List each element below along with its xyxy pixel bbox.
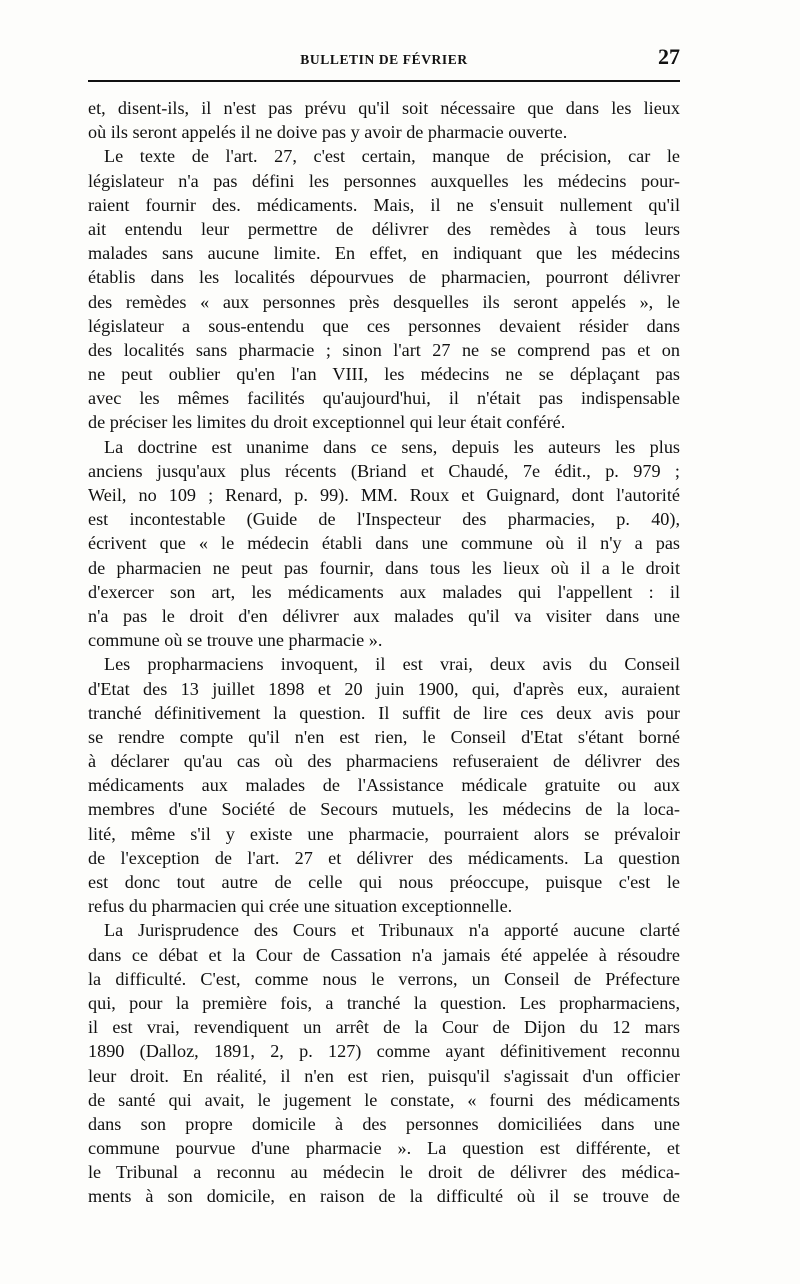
- text-line: commune où se trouve une pharmacie ».: [88, 630, 383, 651]
- text-line: Les propharmaciens invoquent, il est vrai, deux avis du Conseil: [104, 654, 680, 675]
- text-line: médicaments aux malades de l'Assistance médicale gratuite ou aux: [88, 775, 680, 796]
- text-line: Weil, no 109 ; Renard, p. 99). MM. Roux et Guignard, dont l'autorité: [88, 485, 680, 505]
- text-line: la difficulté. C'est, comme nous le verrons, un Conseil de Préfecture: [88, 968, 680, 989]
- text-line: de préciser les limites du droit exceptionnel qui leur était conféré.: [88, 412, 566, 433]
- text-line: anciens jusqu'aux plus récents (Briand et Chaudé, 7e édit., p. 979 ;: [88, 460, 680, 481]
- text-line: n'a pas le droit d'en délivrer aux malades qu'il va visiter dans une: [88, 605, 680, 626]
- text-line: d'Etat des 13 juillet 1898 et 20 juin 1900, qui, d'après eux, auraient: [88, 678, 680, 699]
- text-line: refus du pharmacien qui crée une situation exceptionnelle.: [88, 896, 513, 917]
- text-line: membres d'une Société de Secours mutuels, les médecins de la loca-: [88, 799, 680, 820]
- text-line: de l'exception de l'art. 27 et délivrer des médicaments. La question: [88, 847, 680, 868]
- text-line: Le texte de l'art. 27, c'est certain, manque de précision, car le: [104, 146, 680, 167]
- text-line: établis dans les localités dépourvues de pharmacien, pourront délivrer: [88, 267, 680, 288]
- text-line: ne peut oublier qu'en l'an VIII, les médecins ne se déplaçant pas: [88, 364, 680, 385]
- text-line: législateur a sous-entendu que ces personnes devaient résider dans: [88, 315, 680, 336]
- text-line: est incontestable (Guide de l'Inspecteur des pharmacies, p. 40),: [88, 509, 680, 530]
- text-line: et, disent-ils, il n'est pas prévu qu'il soit nécessaire que dans les lieux: [88, 98, 680, 118]
- text-line: raient fournir des. médicaments. Mais, il ne s'ensuit nullement qu'il: [88, 194, 680, 215]
- text-line: dans son propre domicile à des personnes domiciliées dans une: [88, 1113, 680, 1134]
- text-line: à déclarer qu'au cas où des pharmaciens refuseraient de délivrer des: [88, 751, 680, 772]
- text-line: ments à son domicile, en raison de la difficulté où il se trouve de: [88, 1186, 680, 1207]
- text-line: lité, même s'il y existe une pharmacie, pourraient alors se prévaloir: [88, 823, 680, 844]
- text-line: dans ce débat et la Cour de Cassation n'a jamais été appelée à résoudre: [88, 944, 680, 965]
- text-line: qui, pour la première fois, a tranché la question. Les propharmaciens,: [88, 992, 680, 1013]
- text-line: des localités sans pharmacie ; sinon l'art 27 ne se comprend pas et on: [88, 339, 680, 360]
- text-line: de santé qui avait, le jugement le constate, « fourni des médicaments: [88, 1089, 680, 1110]
- text-line: La doctrine est unanime dans ce sens, depuis les auteurs les plus: [104, 436, 680, 457]
- running-head: [88, 40, 680, 80]
- text-line: des remèdes « aux personnes près desquelles ils seront appelés », le: [88, 291, 680, 312]
- text-line: il est vrai, revendiquent un arrêt de la Cour de Dijon du 12 mars: [88, 1017, 680, 1038]
- text-line: malades sans aucune limite. En effet, en indiquant que les médecins: [88, 243, 680, 264]
- text-line: se rendre compte qu'il n'en est rien, le Conseil d'Etat s'étant borné: [88, 726, 680, 747]
- text-line: avec les mêmes facilités qu'aujourd'hui, il n'était pas indispensable: [88, 388, 680, 409]
- text-line: leur droit. En réalité, il n'en est rien, puisqu'il s'agissait d'un officier: [88, 1065, 680, 1086]
- text-line: La Jurisprudence des Cours et Tribunaux n'a apporté aucune clarté: [104, 920, 680, 941]
- text-line: législateur n'a pas défini les personnes auxquelles les médecins pour-: [88, 170, 680, 191]
- text-line: où ils seront appelés il ne doive pas y avoir de pharmacie ouverte.: [88, 122, 568, 143]
- page-number: 27: [658, 44, 680, 69]
- text-line: ait entendu leur permettre de délivrer des remèdes à tous leurs: [88, 218, 680, 239]
- text-line: d'exercer son art, les médicaments aux malades qui l'appellent : il: [88, 581, 680, 602]
- text-line: de pharmacien ne peut pas fournir, dans tous les lieux où il a le droit: [88, 557, 680, 578]
- header-rule: [88, 80, 680, 82]
- text-line: 1890 (Dalloz, 1891, 2, p. 127) comme ayant définitivement reconnu: [88, 1041, 680, 1062]
- body-text: [88, 96, 680, 1209]
- running-title: BULLETIN DE FÉVRIER: [300, 52, 468, 67]
- text-line: le Tribunal a reconnu au médecin le droit de délivrer des médica-: [88, 1162, 680, 1183]
- text-line: commune pourvue d'une pharmacie ». La question est différente, et: [88, 1138, 680, 1159]
- text-line: est donc tout autre de celle qui nous préoccupe, puisque c'est le: [88, 872, 680, 892]
- text-line: écrivent que « le médecin établi dans une commune où il n'y a pas: [88, 533, 680, 554]
- text-line: tranché définitivement la question. Il suffit de lire ces deux avis pour: [88, 702, 680, 723]
